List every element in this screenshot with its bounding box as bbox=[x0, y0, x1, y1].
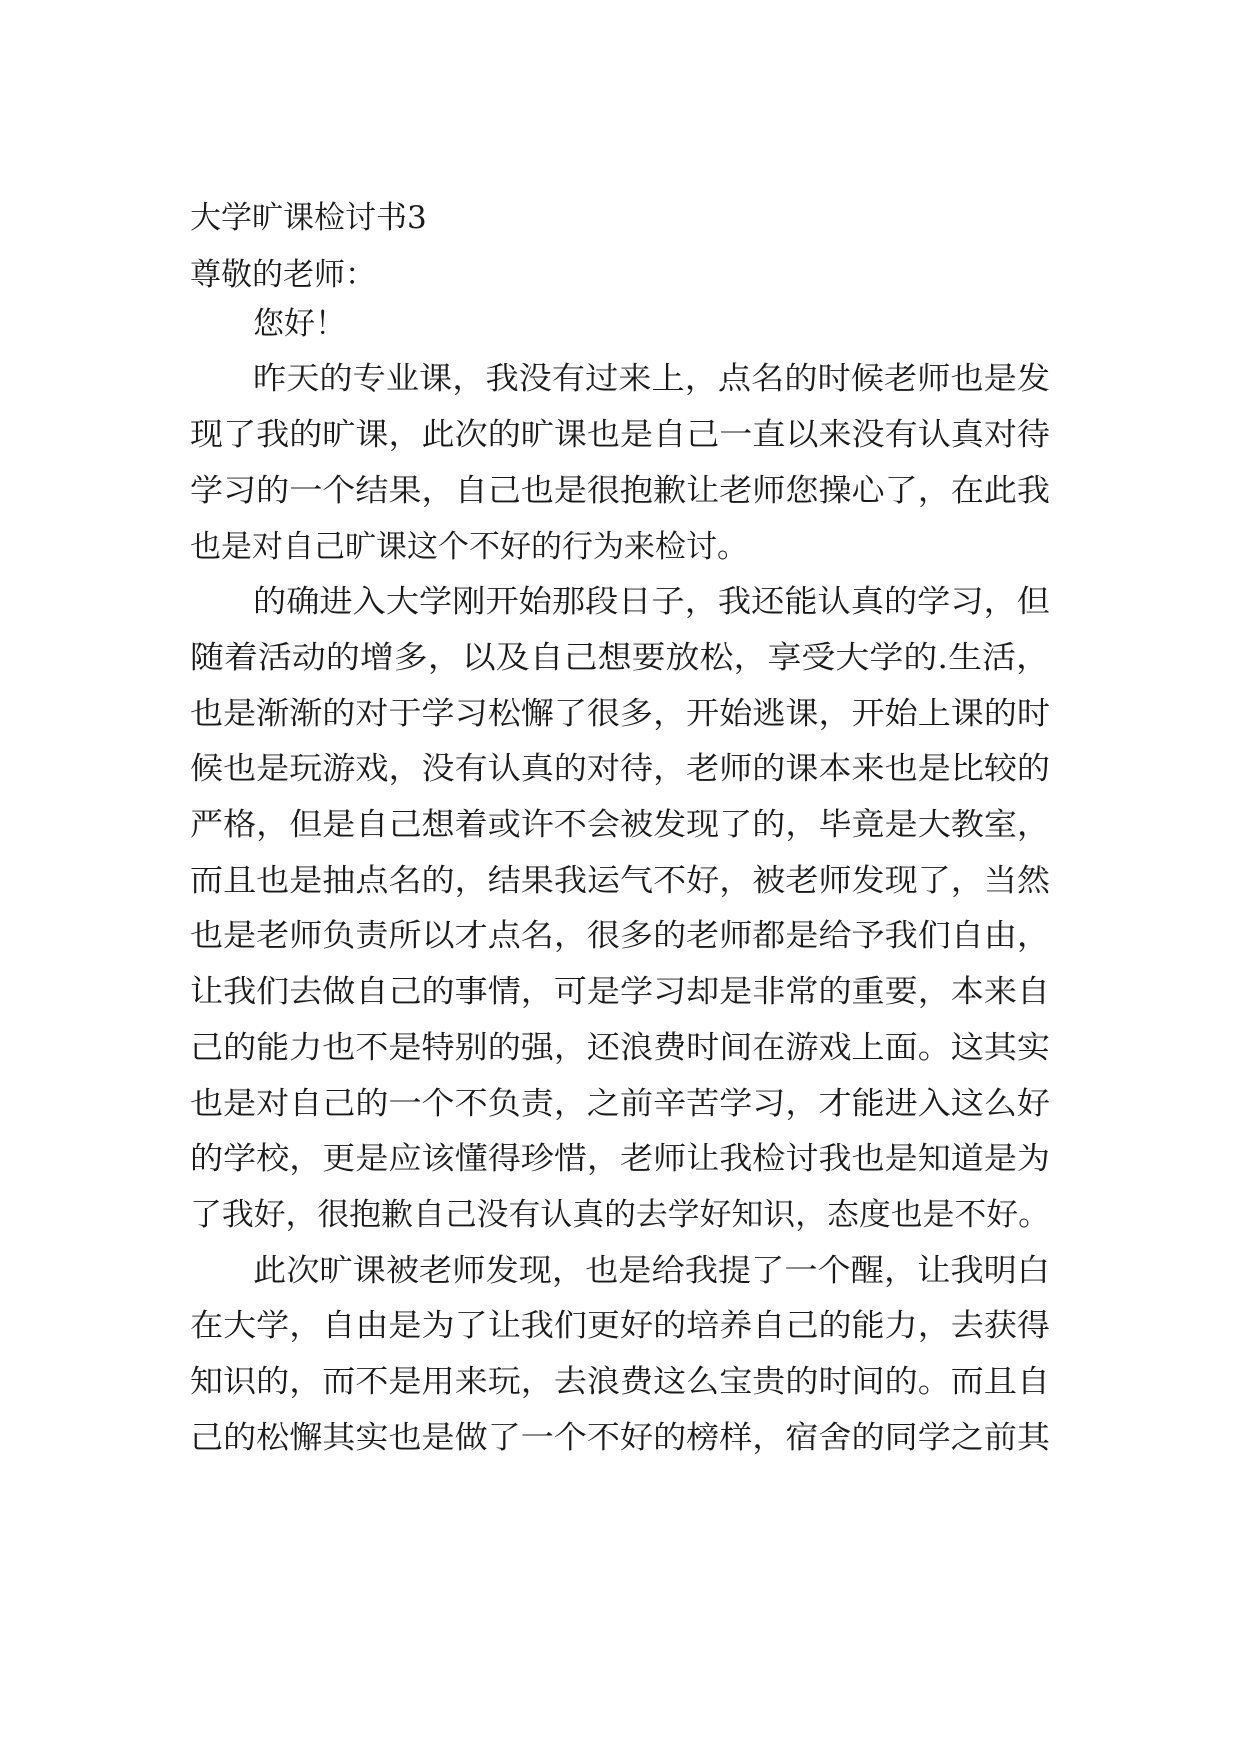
body-line: 让我们去做自己的事情，可是学习却是非常的重要，本来自 bbox=[190, 974, 1050, 1010]
greeting: 您好！ bbox=[253, 306, 346, 342]
body-line: 现了我的旷课，此次的旷课也是自己一直以来没有认真对待 bbox=[190, 417, 1050, 453]
salutation: 尊敬的老师： bbox=[190, 257, 376, 293]
body-line: 也是对自己旷课这个不好的行为来检讨。 bbox=[190, 529, 748, 565]
body-line: 知识的，而不是用来玩，去浪费这么宝贵的时间的。而且自 bbox=[190, 1364, 1050, 1400]
body-line: 的学校，更是应该懂得珍惜，老师让我检讨我也是知道是为 bbox=[190, 1141, 1050, 1177]
body-line: 也是渐渐的对于学习松懈了很多，开始逃课，开始上课的时 bbox=[190, 696, 1050, 732]
body-line: 己的松懈其实也是做了一个不好的榜样，宿舍的同学之前其 bbox=[190, 1420, 1050, 1456]
body-line: 此次旷课被老师发现，也是给我提了一个醒，让我明白 bbox=[253, 1253, 1050, 1289]
body-line: 的确进入大学刚开始那段日子，我还能认真的学习，但 bbox=[253, 584, 1050, 620]
body-line: 也是对自己的一个不负责，之前辛苦学习，才能进入这么好 bbox=[190, 1086, 1050, 1122]
body-line: 了我好，很抱歉自己没有认真的去学好知识，态度也是不好。 bbox=[190, 1197, 1050, 1233]
body-line: 己的能力也不是特别的强，还浪费时间在游戏上面。这其实 bbox=[190, 1030, 1050, 1066]
body-line: 而且也是抽点名的，结果我运气不好，被老师发现了，当然 bbox=[190, 863, 1050, 899]
body-line: 昨天的专业课，我没有过来上，点名的时候老师也是发 bbox=[253, 361, 1050, 397]
document-title: 大学旷课检讨书3 bbox=[190, 200, 427, 236]
body-line: 随着活动的增多，以及自己想要放松，享受大学的.生活， bbox=[190, 640, 1050, 676]
body-line: 严格，但是自己想着或许不会被发现了的，毕竟是大教室， bbox=[190, 807, 1050, 843]
body-line: 学习的一个结果，自己也是很抱歉让老师您操心了，在此我 bbox=[190, 473, 1050, 509]
body-line: 在大学，自由是为了让我们更好的培养自己的能力，去获得 bbox=[190, 1308, 1050, 1344]
body-line: 也是老师负责所以才点名，很多的老师都是给予我们自由， bbox=[190, 918, 1050, 954]
body-line: 候也是玩游戏，没有认真的对待，老师的课本来也是比较的 bbox=[190, 751, 1050, 787]
